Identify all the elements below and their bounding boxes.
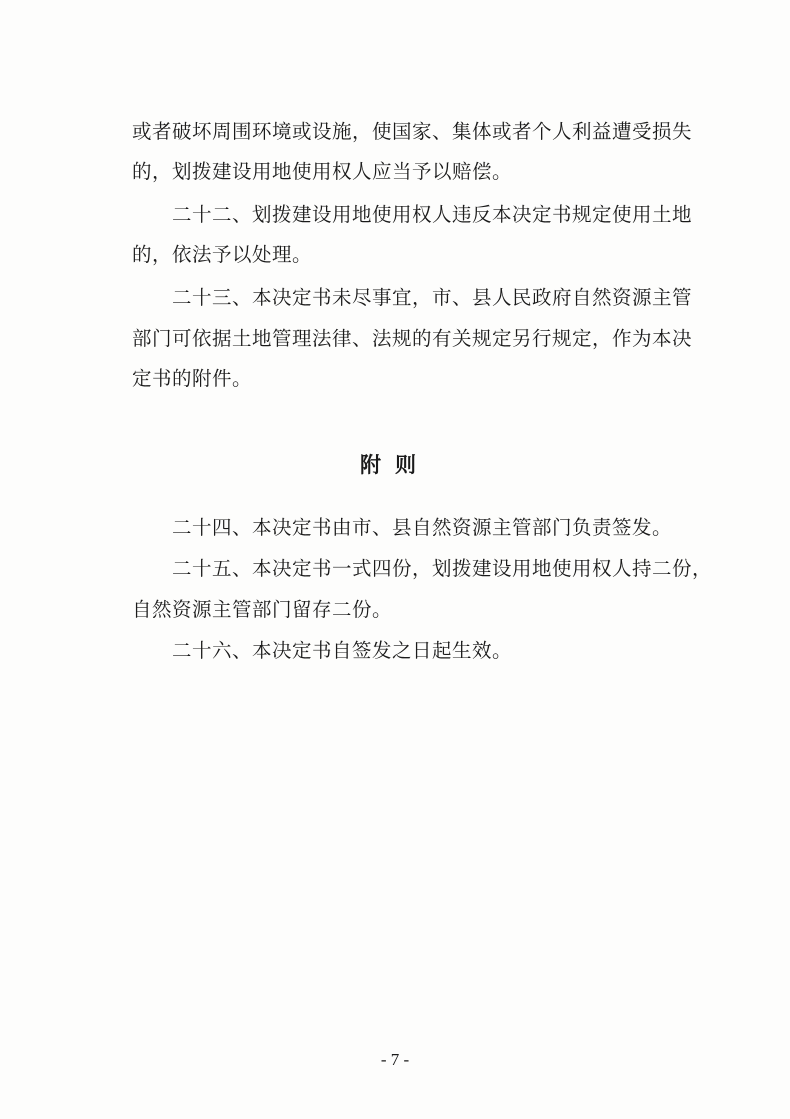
paragraph-22-line-2: 的，依法予以处理。: [132, 243, 313, 266]
paragraph-25-line-1: 二十五、本决定书一式四份，划拨建设用地使用权人持二份，: [172, 557, 713, 580]
paragraph-24-line-1: 二十四、本决定书由市、县自然资源主管部门负责签发。: [172, 516, 673, 539]
page-number: - 7 -: [380, 1050, 410, 1069]
paragraph-23-line-2: 部门可依据土地管理法律、法规的有关规定另行规定，作为本决: [132, 327, 693, 350]
paragraph-25-line-2: 自然资源主管部门留存二份。: [132, 598, 393, 621]
section-heading: 附则: [360, 453, 430, 477]
paragraph-22-line-1: 二十二、划拨建设用地使用权人违反本决定书规定使用土地: [172, 203, 693, 226]
paragraph-23-line-1: 二十三、本决定书未尽事宜，市、县人民政府自然资源主管: [172, 286, 693, 309]
paragraph-23-line-3: 定书的附件。: [132, 367, 253, 390]
paragraph-26-line-1: 二十六、本决定书自签发之日起生效。: [172, 639, 513, 662]
paragraph-21-line-2: 的，划拨建设用地使用权人应当予以赔偿。: [132, 160, 513, 183]
paragraph-21-line-1: 或者破坏周围环境或设施，使国家、集体或者个人利益遭受损失: [132, 120, 693, 143]
